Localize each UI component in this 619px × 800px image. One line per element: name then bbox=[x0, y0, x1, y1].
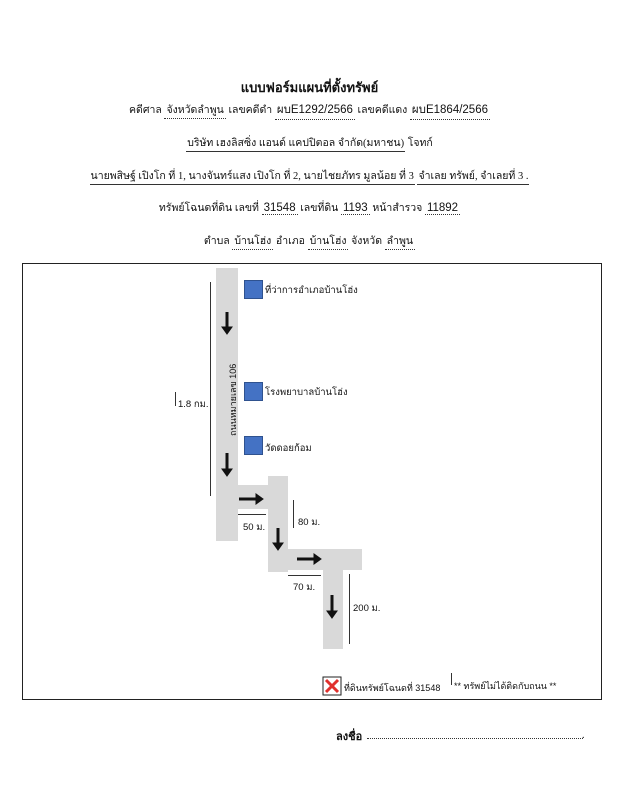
plaintiff-line bbox=[0, 134, 619, 152]
distance-4-line bbox=[288, 575, 321, 576]
deed-number: 31548 bbox=[263, 202, 296, 214]
property-marker-icon bbox=[322, 676, 342, 696]
property-marker-label: ที่ดินทรัพย์โฉนดที่ 31548 bbox=[344, 683, 441, 693]
map-frame bbox=[22, 263, 602, 700]
province-label: จังหวัด bbox=[351, 236, 383, 247]
location-line bbox=[0, 232, 619, 250]
distance-3-label: 80 ม. bbox=[298, 517, 321, 528]
black-case-label: เลขคดีดำ bbox=[228, 105, 273, 116]
distance-4-label: 70 ม. bbox=[293, 582, 316, 593]
land-number-label: เลขที่ดิน bbox=[300, 203, 339, 214]
case-info-line bbox=[0, 101, 619, 120]
district-value: บ้านโฮ่ง bbox=[308, 232, 349, 250]
survey-label: หน้าสำรวจ bbox=[372, 203, 423, 214]
landmark-2-label: โรงพยาบาลบ้านโฮ่ง bbox=[265, 387, 348, 398]
signature-end-mark: . bbox=[582, 730, 585, 741]
distance-2-label: 50 ม. bbox=[243, 522, 266, 533]
arrow-down-icon bbox=[327, 595, 337, 618]
arrow-down-icon bbox=[273, 528, 283, 550]
road-name-label: ถนนหมายเลข 106 bbox=[228, 363, 238, 436]
distance-3-line bbox=[293, 500, 294, 528]
distance-1-line bbox=[210, 282, 211, 496]
defendants-line bbox=[0, 167, 619, 185]
arrow-down-icon bbox=[222, 312, 232, 334]
distance-2-line bbox=[238, 514, 266, 515]
distance-5-line bbox=[349, 574, 350, 644]
arrow-right-icon bbox=[239, 494, 263, 504]
district-label: อำเภอ bbox=[275, 236, 305, 247]
form-title: แบบฟอร์มแผนที่ตั้งทรัพย์ bbox=[240, 80, 379, 95]
debtor-label: จำเลย ทรัพย์, จำเลยที่ 3 . bbox=[417, 167, 529, 185]
court-name: จังหวัดลำพูน bbox=[164, 101, 225, 119]
red-case-label: เลขคดีแดง bbox=[357, 105, 408, 116]
case-label: คดีศาล bbox=[128, 105, 162, 116]
signature-line bbox=[367, 738, 583, 739]
red-case-number: ผบE1864/2566 bbox=[410, 101, 490, 120]
subdistrict-label: ตำบล bbox=[203, 236, 230, 247]
landmark-1-label: ที่ว่าการอำเภอบ้านโฮ่ง bbox=[265, 285, 358, 296]
province-value: ลำพูน bbox=[385, 232, 415, 250]
distance-1-tick bbox=[175, 392, 176, 406]
legend-divider bbox=[451, 673, 452, 685]
landmark-3-label: วัดดอยก้อม bbox=[265, 443, 312, 454]
deed-label: ทรัพย์โฉนดที่ดิน เลขที่ bbox=[158, 203, 259, 214]
defendant-names: นายพสิษฐ์ เปิงโก ที่ 1, นางจันทร์แสง เปิงโก ที่ 2, นายไชยภัทร มูลน้อย ที่ 3 bbox=[90, 167, 415, 185]
signature-label: ลงชื่อ bbox=[336, 731, 363, 743]
property-note: ** ทรัพย์ไม่ได้ติดกับถนน ** bbox=[454, 681, 557, 691]
direction-arrows bbox=[23, 264, 603, 701]
deed-line bbox=[0, 199, 619, 216]
arrow-right-icon bbox=[297, 554, 321, 564]
subdistrict-value: บ้านโฮ่ง bbox=[232, 232, 273, 250]
plaintiff-name: บริษัท เฮงลิสซิ่ง แอนด์ แคปปิตอล จำกัด(มหาชน) bbox=[186, 134, 405, 152]
arrow-down-icon bbox=[222, 453, 232, 476]
plaintiff-role: โจทก์ bbox=[407, 138, 433, 149]
black-case-number: ผบE1292/2566 bbox=[275, 101, 355, 120]
survey-number: 11892 bbox=[426, 202, 459, 214]
distance-1-label: 1.8 กม. bbox=[178, 399, 209, 410]
land-number: 1193 bbox=[342, 202, 368, 214]
distance-5-label: 200 ม. bbox=[353, 603, 381, 614]
